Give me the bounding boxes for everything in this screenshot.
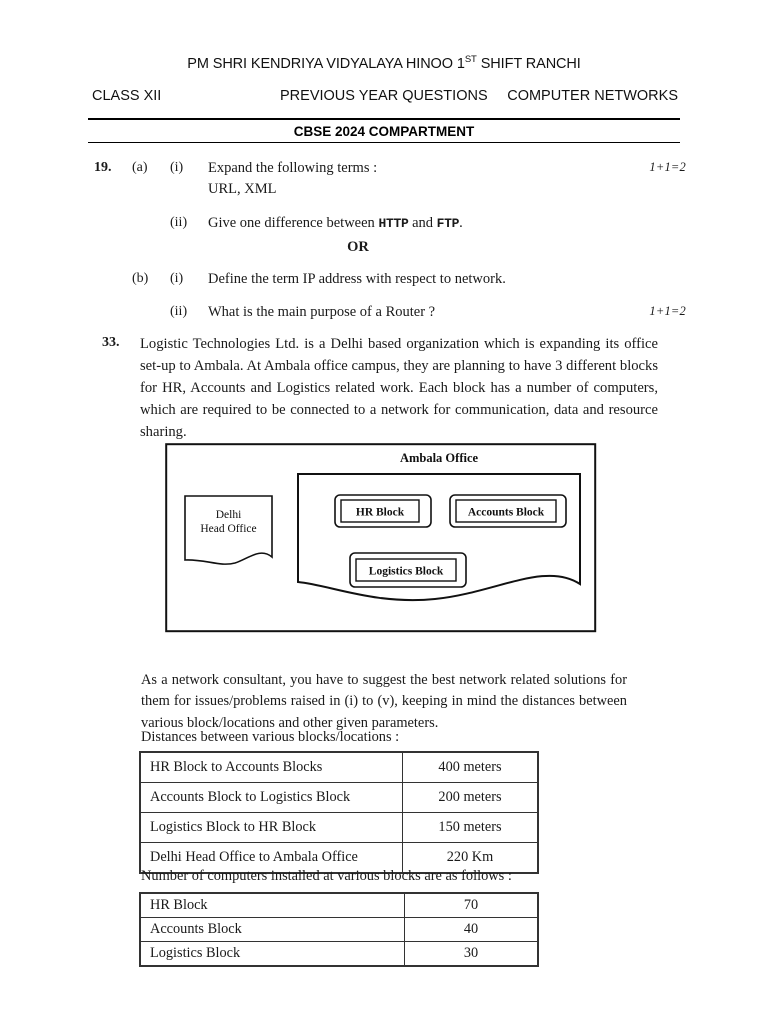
computers-table (140, 893, 538, 966)
question-19a-i (88, 158, 688, 199)
distance-value: 150 meters (403, 813, 538, 843)
question-19b-marks: 1+1=2 (649, 303, 686, 318)
school-title-ordinal-suffix: ST (464, 54, 477, 66)
subject-label: COMPUTER NETWORKS (507, 88, 678, 104)
question-19a-ii-roman: (ii) (170, 215, 188, 231)
consultant-paragraph: As a network consultant, you have to suggest the best network related solutions for them for issues/problems raised in (i) to (v), keeping in mind the distances between various block/locations and other given parameters. (141, 672, 627, 731)
question-33 (88, 334, 658, 443)
distance-label: Accounts Block to Logistics Block (141, 783, 403, 813)
question-19b-ii-text: What is the main purpose of a Router ? (208, 303, 436, 320)
distance-value: 200 meters (403, 783, 538, 813)
question-19a-i-roman: (i) (170, 160, 184, 175)
question-19a-ii-joiner: and (408, 215, 437, 232)
question-19a-i-text: Expand the following terms : (208, 160, 378, 176)
page-header (88, 56, 680, 143)
class-label: CLASS XII (92, 88, 162, 104)
question-19a-i-terms: URL, XML (208, 180, 277, 197)
distances-table (140, 752, 538, 873)
header-meta-row (88, 88, 680, 110)
table-row (141, 894, 538, 918)
question-19 (88, 158, 688, 322)
question-33-paragraph: Logistic Technologies Ltd. is a Delhi based organization which is expanding its office set-up to Ambala. At Ambala office campus, they are planning to have 3 different blocks for HR, Accounts and Logistics related work. Each block has a number of computers, which are required to be connected to a network for communication, data and resource sharing. (140, 336, 658, 440)
question-19b-i-text: Define the term IP address with respect to network. (208, 271, 506, 288)
exam-banner: CBSE 2024 COMPARTMENT (293, 124, 475, 139)
question-19a-marks: 1+1=2 (649, 160, 686, 174)
question-19b-ii (88, 302, 688, 323)
or-separator: OR (347, 238, 369, 255)
distance-value: 400 meters (403, 753, 538, 783)
school-title-suffix: SHIFT RANCHI (476, 56, 581, 72)
block-label: Accounts Block (141, 918, 405, 942)
computers-caption: Number of computers installed at various blocks are as follows : (141, 868, 512, 884)
http-term: HTTP (378, 216, 409, 232)
delhi-head-office-label-line1: Delhi (215, 509, 242, 521)
table-row (141, 942, 538, 966)
question-19a-ii-text (208, 213, 688, 234)
delhi-head-office-label-line2: Head Office (200, 523, 257, 535)
school-title (88, 56, 680, 72)
block-label: HR Block (141, 894, 405, 918)
distance-label: Delhi Head Office to Ambala Office (141, 843, 403, 873)
computer-count: 40 (405, 918, 538, 942)
question-19b-ii-roman: (ii) (170, 303, 188, 319)
ftp-term: FTP (436, 216, 460, 232)
question-19-option-a: (a) (132, 160, 148, 175)
table-row (141, 918, 538, 942)
network-diagram (165, 443, 597, 633)
header-rule-bottom (88, 142, 680, 143)
accounts-block-label: Accounts Block (467, 506, 545, 519)
question-19-option-b: (b) (132, 271, 149, 287)
question-19a-ii-suffix: . (459, 215, 463, 232)
question-19b-i (88, 269, 688, 290)
distance-value: 220 Km (403, 843, 538, 873)
table-row (141, 813, 538, 843)
question-19-number: 19. (94, 160, 112, 175)
question-33-number: 33. (102, 335, 120, 350)
distance-label: HR Block to Accounts Blocks (141, 753, 403, 783)
question-19a-ii (88, 213, 688, 257)
question-19b-i-roman: (i) (170, 271, 184, 287)
hr-block-label: HR Block (355, 506, 405, 519)
ambala-office-title: Ambala Office (399, 451, 479, 465)
logistics-block-label: Logistics Block (368, 565, 444, 578)
school-title-prefix: PM SHRI KENDRIYA VIDYALAYA HINOO 1 (187, 56, 465, 72)
block-label: Logistics Block (141, 942, 405, 966)
table-row (141, 783, 538, 813)
distances-caption: Distances between various blocks/locations : (141, 729, 400, 745)
computer-count: 70 (405, 894, 538, 918)
question-19a-ii-prefix: Give one difference between (208, 215, 379, 232)
table-row (141, 753, 538, 783)
computer-count: 30 (405, 942, 538, 966)
section-label: PREVIOUS YEAR QUESTIONS (280, 88, 488, 104)
distance-label: Logistics Block to HR Block (141, 813, 403, 843)
